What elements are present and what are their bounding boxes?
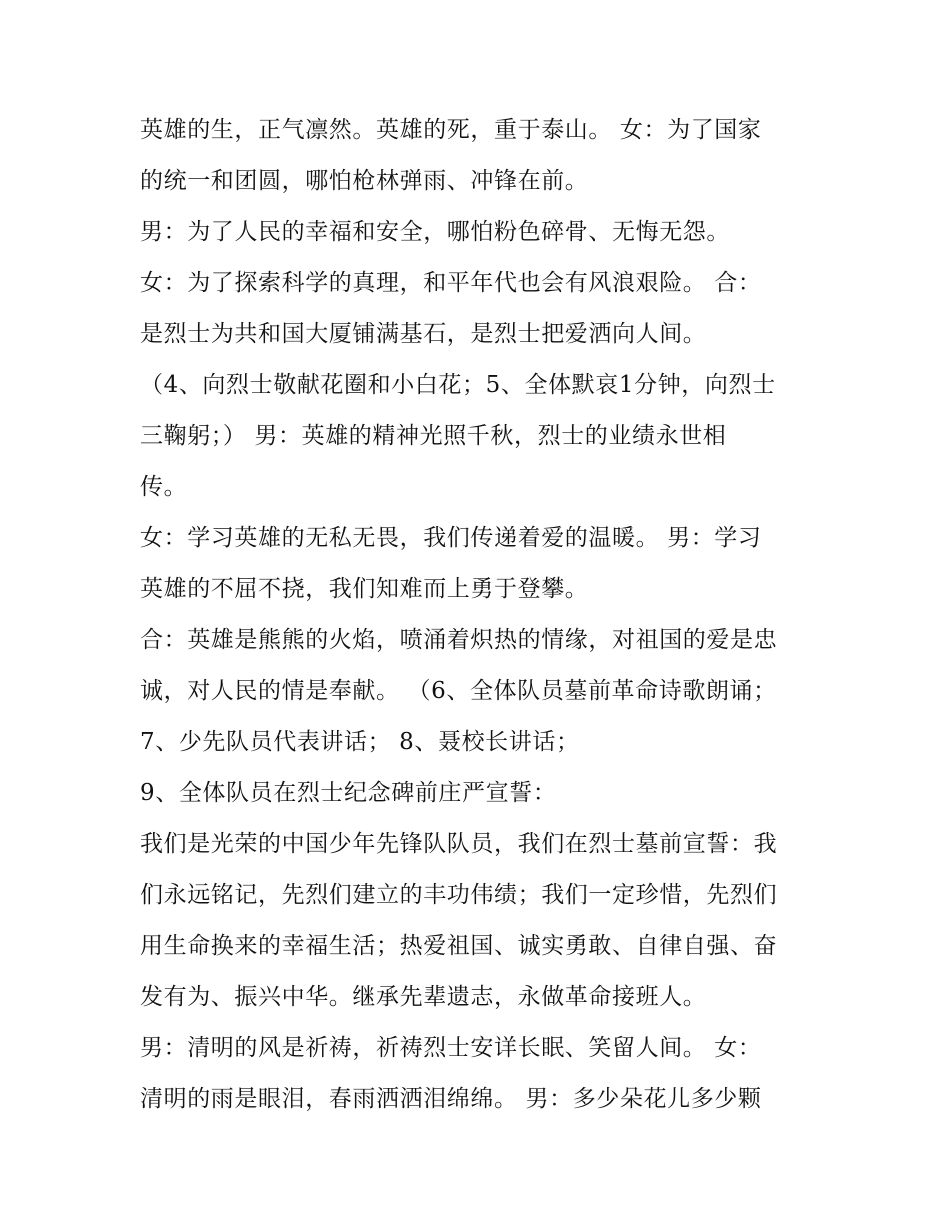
text-line: 清明的雨是眼泪，春雨洒洒泪绵绵。 男：多少朵花儿多少颗 [140, 1086, 762, 1112]
text-line: 们永远铭记，先烈们建立的丰功伟绩；我们一定珍惜，先烈们 [140, 882, 778, 908]
text-line: 男：清明的风是祈祷，祈祷烈士安详长眠、笑留人间。 女： [140, 1035, 762, 1061]
text-line: 男：为了人民的幸福和安全，哪怕粉色碎骨、无悔无怨。 [140, 219, 730, 245]
text-line: 的统一和团圆，哪怕枪林弹雨、冲锋在前。 [140, 168, 589, 194]
text-line: 发有为、振兴中华。继承先辈遗志，永做革命接班人。 [140, 984, 707, 1010]
text-line: 英雄的不屈不挠，我们知难而上勇于登攀。 [140, 576, 589, 602]
text-line: 传。 [140, 474, 188, 500]
text-line: 是烈士为共和国大厦铺满基石，是烈士把爱洒向人间。 [140, 321, 707, 347]
text-line: 女：学习英雄的无私无畏，我们传递着爱的温暖。 男：学习 [140, 525, 762, 551]
text-line: 我们是光荣的中国少年先锋队队员，我们在烈士墓前宣誓：我 [140, 831, 778, 857]
text-line: 女：为了探索科学的真理，和平年代也会有风浪艰险。 合： [140, 270, 762, 296]
text-line: （4、向烈士敬献花圈和小白花；5、全体默哀1分钟，向烈士 [140, 372, 776, 398]
text-line: 用生命换来的幸福生活；热爱祖国、诚实勇敢、自律自强、奋 [140, 933, 778, 959]
text-line: 9、全体队员在烈士纪念碑前庄严宣誓： [140, 780, 557, 806]
text-line: 英雄的生，正气凛然。英雄的死，重于泰山。 女：为了国家 [140, 117, 762, 143]
document-body [140, 108, 830, 1128]
text-line: 合：英雄是熊熊的火焰，喷涌着炽热的情缘，对祖国的爱是忠 [140, 627, 778, 653]
text-line: 三鞠躬；） 男：英雄的精神光照千秋，烈士的业绩永世相 [140, 423, 727, 449]
text-line: 7、少先队员代表讲话； 8、聂校长讲话； [140, 729, 580, 755]
text-line: 诚，对人民的情是奉献。 （6、全体队员墓前革命诗歌朗诵； [140, 678, 777, 704]
